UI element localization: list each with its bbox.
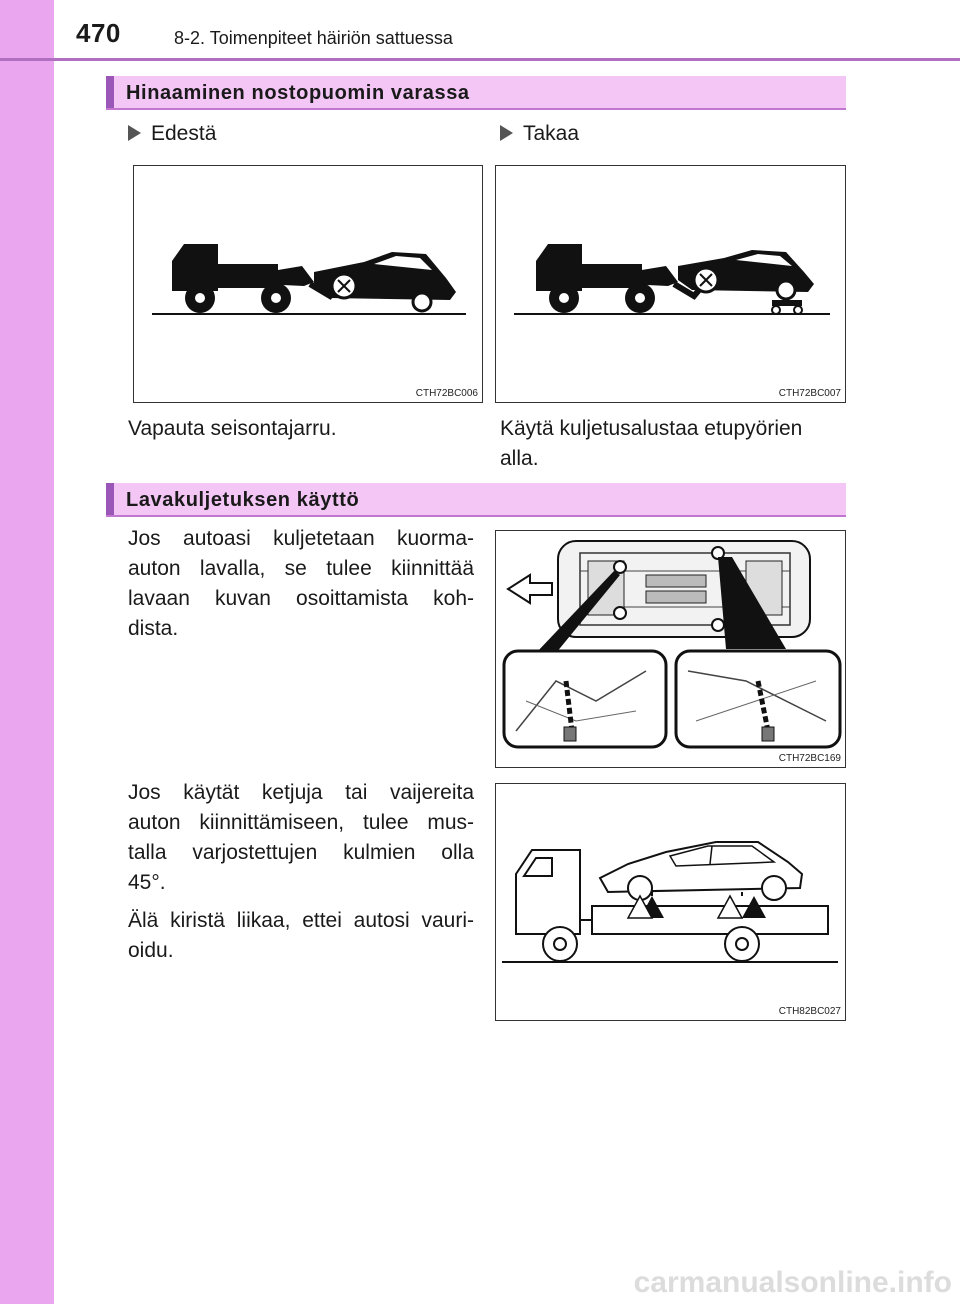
figure-code: CTH72BC169 [778, 753, 841, 764]
tow-truck-front-illustration [134, 166, 483, 403]
tow-truck-rear-illustration [496, 166, 846, 403]
subhead-front: Edestä [128, 122, 216, 146]
text-line: Älä kiristä liikaa, ettei autosi vauri- [128, 909, 474, 932]
figure-code: CTH82BC027 [778, 1006, 841, 1017]
underbody-illustration [496, 531, 846, 768]
side-strip [0, 0, 54, 1304]
text-line: oidu. [128, 939, 174, 962]
text-line: 45°. [128, 871, 166, 894]
text-line: Jos autoasi kuljetetaan kuorma- [128, 527, 474, 550]
triangle-bullet-icon [128, 125, 141, 141]
section-heading-towing [106, 76, 846, 110]
figure-tow-rear [495, 165, 846, 403]
header-rule [0, 58, 960, 61]
caption-rear-line1: Käytä kuljetusalustaa etupyörien [500, 417, 803, 440]
figure-tiedown-points [495, 530, 846, 768]
subhead-rear: Takaa [500, 122, 579, 146]
caption-rear-line2: alla. [500, 447, 539, 470]
figure-code: CTH72BC007 [778, 388, 841, 399]
section-title: Lavakuljetuksen käyttö [126, 489, 360, 511]
figure-tow-front [133, 165, 483, 403]
text-line: lavaan kuvan osoittamista koh- [128, 587, 474, 610]
triangle-bullet-icon [500, 125, 513, 141]
page-number: 470 [76, 18, 121, 48]
caption-front: Vapauta seisontajarru. [128, 417, 337, 440]
text-line: auton kiinnittämiseen, tulee mus- [128, 811, 474, 834]
text-line: auton lavalla, se tulee kiinnittää [128, 557, 474, 580]
chapter-title: 8-2. Toimenpiteet häiriön sattuessa [174, 28, 453, 48]
watermark: carmanualsonline.info [633, 1266, 952, 1299]
section-title: Hinaaminen nostopuomin varassa [126, 82, 470, 104]
flatbed-truck-illustration [496, 784, 846, 1021]
figure-code: CTH72BC006 [415, 388, 478, 399]
text-line: talla varjostettujen kulmien olla [128, 841, 474, 864]
text-line: Jos käytät ketjuja tai vaijereita [128, 781, 474, 804]
figure-flatbed-truck [495, 783, 846, 1021]
section-heading-flatbed [106, 483, 846, 517]
text-line: dista. [128, 617, 179, 640]
